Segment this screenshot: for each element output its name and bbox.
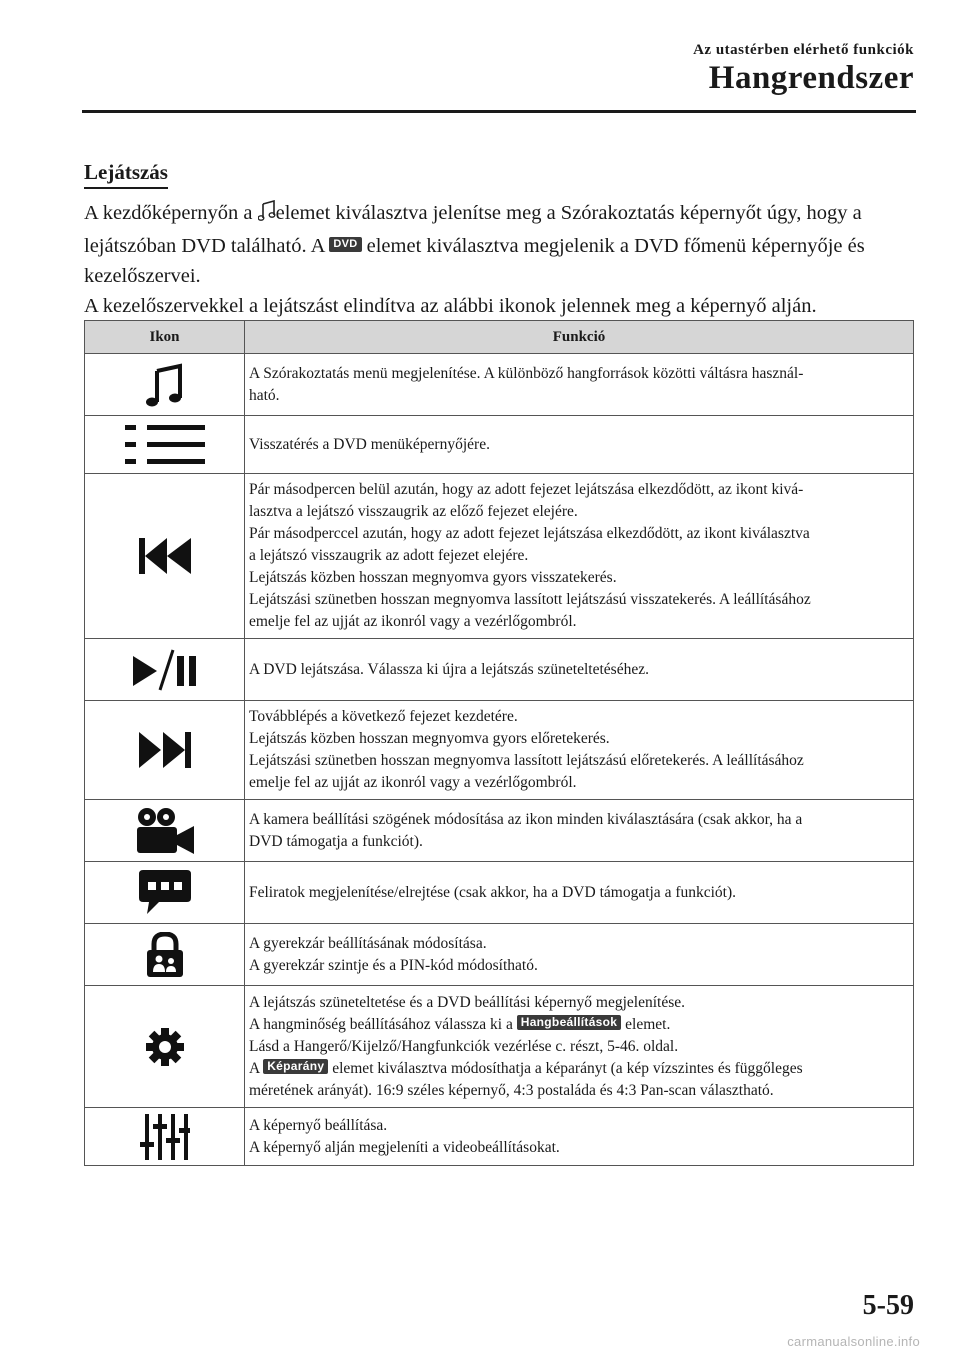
dvd-chip: DVD (329, 237, 361, 252)
description-line: Visszatérés a DVD menüképernyőjére. (249, 435, 490, 453)
description-line (249, 1058, 907, 1080)
page-number: 5-59 (862, 1290, 914, 1321)
intro-paragraph-2: A kezelőszervekkel a lejátszást elindítva az alábbi ikonok jelennek meg a képernyő alján. (84, 295, 817, 317)
description-cell (245, 701, 914, 800)
equalizer-icon (140, 1114, 190, 1160)
list-menu-icon (125, 423, 205, 467)
description-cell (245, 354, 914, 416)
description-line: Feliratok megjelenítése/elrejtése (csak akkor, ha a DVD támogatja a funkciót). (249, 883, 737, 901)
icon-cell (85, 862, 245, 924)
table-header-row (85, 321, 914, 354)
description-line: A DVD lejátszása. Válassza ki újra a lejátszás szüneteltetéséhez. (249, 660, 649, 678)
description-cell (245, 639, 914, 701)
description-line: A kamera beállítási szögének módosítása az ikon minden kiválasztására (csak akkor, ha a (249, 810, 803, 828)
column-header-icon: Ikon (85, 321, 245, 354)
icon-cell (85, 924, 245, 986)
icon-cell (85, 639, 245, 701)
skip-back-icon (139, 538, 191, 574)
description-line: A képernyő beállítása. (249, 1116, 388, 1134)
description-line: Továbblépés a következő fejezet kezdetére. (249, 708, 518, 725)
intro-text-c: elemet kiválasztva megjelenik a DVD főmenü képernyője és kezelőszervei. (84, 235, 865, 287)
description-line: emelje fel az ujját az ikonról vagy a vezérlőgombról. (249, 613, 577, 630)
icon-cell (85, 354, 245, 416)
description-line: Pár másodperccel azután, hogy az adott fejezet lejátszása elkezdődött, az ikont kiválasztva (249, 525, 810, 542)
aspect-ratio-chip: Képarány (263, 1059, 328, 1074)
description-line: Lejátszás közben hosszan megnyomva gyors előretekerés. (249, 730, 610, 747)
description-cell (245, 800, 914, 862)
skip-forward-icon (139, 732, 191, 768)
table-row (85, 701, 914, 800)
intro-text-a: A kezdőképernyőn a (84, 202, 258, 224)
icon-cell (85, 800, 245, 862)
description-line: DVD támogatja a funkciót). (249, 832, 423, 850)
description-cell (245, 862, 914, 924)
description-line: A lejátszás szüneteltetése és a DVD beállítási képernyő megjelenítése. (249, 993, 685, 1011)
section-heading: Lejátszás (84, 160, 168, 189)
description-text: A hangminőség beállításához válassza ki a (249, 1015, 517, 1033)
description-line: méretének arányát). 16:9 széles képernyő, 4:3 postaláda és 4:3 Pan-scan választható. (249, 1081, 774, 1099)
subtitle-icon (137, 870, 193, 916)
watermark: carmanualsonline.info (787, 1334, 920, 1349)
table-row (85, 862, 914, 924)
gear-icon (145, 1027, 185, 1067)
header-rule (82, 110, 916, 113)
child-lock-icon (145, 932, 185, 978)
description-text: elemet. (621, 1015, 671, 1033)
table-row (85, 986, 914, 1108)
icon-cell (85, 416, 245, 474)
table-row (85, 639, 914, 701)
description-cell (245, 416, 914, 474)
sound-settings-chip: Hangbeállítások (517, 1015, 622, 1030)
description-cell (245, 986, 914, 1108)
table-row (85, 354, 914, 416)
description-line: A képernyő alján megjeleníti a videobeállításokat. (249, 1138, 560, 1156)
page-title: Hangrendszer (708, 60, 914, 96)
description-line: lasztva a lejátszó visszaugrik az előző fejezet elejére. (249, 503, 578, 520)
description-cell (245, 474, 914, 639)
description-line: Lejátszási szünetben hosszan megnyomva lassított lejátszású előretekerés. A leállításához (249, 752, 804, 769)
description-line: Pár másodpercen belül azután, hogy az adott fejezet lejátszása elkezdődött, az ikont kivá- (249, 481, 804, 498)
description-line: A gyerekzár beállításának módosítása. (249, 934, 487, 952)
section-header: Az utastérben elérhető funkciók (693, 42, 914, 58)
icon-cell (85, 474, 245, 639)
description-line: Lásd a Hangerő/Kijelző/Hangfunkciók vezérlése c. részt, 5-46. oldal. (249, 1037, 679, 1055)
description-line: Lejátszási szünetben hosszan megnyomva lassított lejátszású visszatekerés. A leállításához (249, 591, 811, 608)
icon-cell (85, 986, 245, 1108)
intro-text-b: elemet kiválasztva jelenítse meg a Szórakoztatás képernyőt úgy, hogy a lejátszóban DVD található. A (84, 202, 862, 257)
description-line: emelje fel az ujját az ikonról vagy a vezérlőgombról. (249, 774, 577, 791)
video-camera-icon (134, 807, 196, 855)
description-text: elemet kiválasztva módosíthatja a képarányt (a kép vízszintes és függőleges (328, 1059, 803, 1077)
music-note-icon (258, 200, 276, 231)
description-line: Lejátszás közben hosszan megnyomva gyors visszatekerés. (249, 569, 617, 586)
table-row (85, 1108, 914, 1166)
description-line: a lejátszó visszaugrik az adott fejezet elejére. (249, 547, 529, 564)
table-row (85, 924, 914, 986)
description-line (249, 1014, 907, 1036)
intro-paragraph-1 (84, 198, 916, 291)
table-row (85, 800, 914, 862)
description-line: A Szórakoztatás menü megjelenítése. A különböző hangforrások közötti váltásra használ- (249, 364, 804, 382)
table-row (85, 474, 914, 639)
play-pause-icon (129, 648, 201, 692)
intro-text (84, 198, 916, 321)
icon-cell (85, 701, 245, 800)
description-line: A gyerekzár szintje és a PIN-kód módosítható. (249, 956, 538, 974)
column-header-function: Funkció (245, 321, 914, 354)
table-row (85, 416, 914, 474)
music-note-icon (142, 362, 188, 408)
description-text: A (249, 1059, 264, 1077)
description-line: ható. (249, 386, 280, 404)
icon-cell (85, 1108, 245, 1166)
description-cell (245, 924, 914, 986)
description-cell (245, 1108, 914, 1166)
function-table (84, 320, 914, 1166)
